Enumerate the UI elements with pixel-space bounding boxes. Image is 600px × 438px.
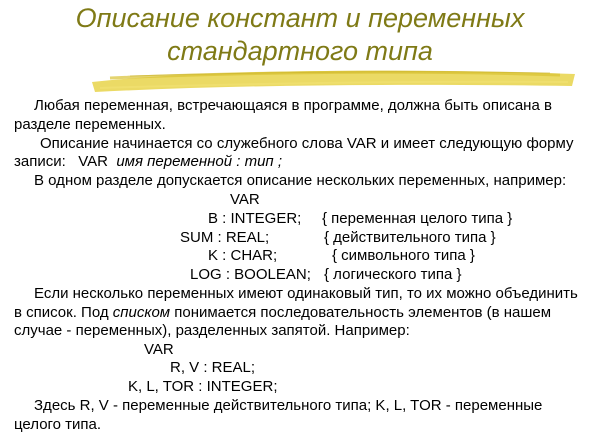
text-segment: понимается последовательность элементов (в нашем [170, 304, 552, 321]
example-1-comment-sum: { действительного типа } [324, 229, 496, 246]
paragraph-4-line-1: Если несколько переменных имеют одинаковый тип, то их можно объединить [34, 285, 578, 302]
paragraph-4-line-3: случае - переменных), разделенных запятой. Например: [14, 322, 410, 339]
syntax-prefix: записи: VAR [14, 153, 117, 170]
example-1-comment-k: { символьного типа } [332, 247, 475, 264]
text-segment: в список. Под [14, 304, 113, 321]
example-1-decl-log: LOG : BOOLEAN; [190, 266, 311, 283]
paragraph-2-line-1: Описание начинается со служебного слова VAR и имеет следующую форму [40, 135, 574, 152]
paragraph-3-line-1: В одном разделе допускается описание нескольких переменных, например: [34, 172, 567, 189]
title-line-1: Описание констант и переменных [75, 3, 525, 33]
example-1-decl-sum: SUM : REAL; [180, 229, 270, 246]
example-1-var-keyword: VAR [230, 191, 260, 208]
syntax-form: имя переменной : тип ; [116, 153, 283, 170]
example-2-decl-rv: R, V : REAL; [170, 359, 256, 376]
paragraph-1-line-1: Любая переменная, встречающаяся в программе, должна быть описана в [34, 97, 552, 114]
highlight-brush-stroke [0, 62, 600, 96]
example-1-comment-log: { логического типа } [324, 266, 462, 283]
example-2-decl-klt: K, L, TOR : INTEGER; [128, 378, 278, 395]
paragraph-5-line-2: целого типа. [14, 416, 102, 433]
emphasis-list-term: списком [112, 304, 171, 321]
paragraph-4-line-2 [14, 304, 551, 322]
example-1-decl-k: K : CHAR; [208, 247, 278, 264]
paragraph-2-line-2 [14, 153, 282, 171]
example-1-comment-b: { переменная целого типа } [322, 210, 513, 227]
title-line-2: стандартного типа [167, 36, 433, 66]
example-1-decl-b: B : INTEGER; [208, 210, 302, 227]
paragraph-5-line-1: Здесь R, V - переменные действительного типа; K, L, TOR - переменные [34, 397, 543, 414]
example-2-var-keyword: VAR [144, 341, 174, 358]
paragraph-1-line-2: разделе переменных. [14, 116, 166, 133]
